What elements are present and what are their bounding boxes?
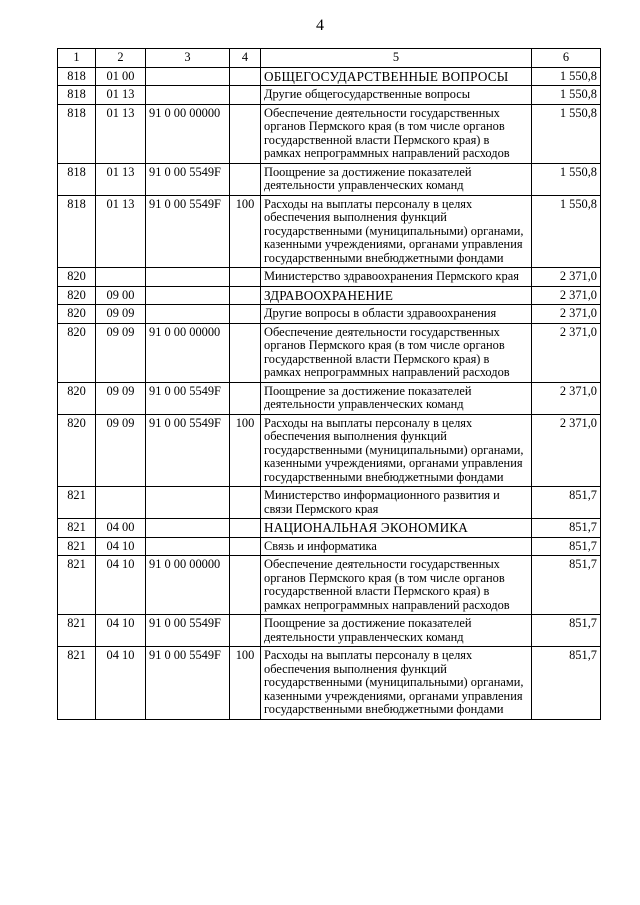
table-row	[58, 519, 601, 538]
cell-target-code: 91 0 00 00000	[146, 104, 230, 163]
cell-section-code: 09 09	[96, 382, 146, 414]
cell-expense-type	[230, 163, 261, 195]
cell-amount: 851,7	[532, 615, 601, 647]
cell-description: Министерство информационного развития и связи Пермского края	[261, 487, 532, 519]
cell-admin-code: 821	[58, 537, 96, 556]
header-col-2: 2	[96, 49, 146, 68]
cell-section-code: 01 13	[96, 163, 146, 195]
cell-admin-code: 818	[58, 195, 96, 268]
cell-admin-code: 820	[58, 323, 96, 382]
cell-description: Обеспечение деятельности государственных органов Пермского края (в том числе органов государственной власти Пермского края) в рамках непрограммных направлений расходов	[261, 104, 532, 163]
cell-target-code	[146, 268, 230, 287]
cell-description: Обеспечение деятельности государственных органов Пермского края (в том числе органов государственной власти Пермского края) в рамках непрограммных направлений расходов	[261, 556, 532, 615]
cell-expense-type	[230, 104, 261, 163]
cell-section-code: 09 09	[96, 414, 146, 487]
cell-expense-type: 100	[230, 414, 261, 487]
cell-section-code: 01 13	[96, 195, 146, 268]
cell-admin-code: 821	[58, 487, 96, 519]
cell-section-code: 04 10	[96, 615, 146, 647]
table-row	[58, 537, 601, 556]
cell-expense-type: 100	[230, 647, 261, 720]
page-number: 4	[316, 17, 324, 34]
table-row	[58, 163, 601, 195]
cell-admin-code: 818	[58, 163, 96, 195]
cell-description: ЗДРАВООХРАНЕНИЕ	[261, 286, 532, 305]
cell-description: Поощрение за достижение показателей деятельности управленческих команд	[261, 163, 532, 195]
cell-amount: 1 550,8	[532, 163, 601, 195]
cell-admin-code: 821	[58, 647, 96, 720]
header-col-5: 5	[261, 49, 532, 68]
header-col-6: 6	[532, 49, 601, 68]
table-row	[58, 86, 601, 105]
cell-description: ОБЩЕГОСУДАРСТВЕННЫЕ ВОПРОСЫ	[261, 67, 532, 86]
table-row	[58, 647, 601, 720]
table-row	[58, 323, 601, 382]
cell-amount: 2 371,0	[532, 382, 601, 414]
cell-amount: 851,7	[532, 519, 601, 538]
cell-amount: 1 550,8	[532, 67, 601, 86]
cell-target-code: 91 0 00 5549F	[146, 647, 230, 720]
cell-expense-type	[230, 67, 261, 86]
cell-target-code: 91 0 00 5549F	[146, 414, 230, 487]
cell-expense-type	[230, 382, 261, 414]
cell-target-code: 91 0 00 00000	[146, 323, 230, 382]
cell-section-code: 04 00	[96, 519, 146, 538]
cell-target-code	[146, 305, 230, 324]
cell-section-code: 01 13	[96, 86, 146, 105]
header-col-1: 1	[58, 49, 96, 68]
cell-description: Поощрение за достижение показателей деятельности управленческих команд	[261, 615, 532, 647]
budget-table	[57, 48, 601, 720]
cell-section-code: 09 09	[96, 323, 146, 382]
table-row	[58, 615, 601, 647]
cell-section-code: 04 10	[96, 537, 146, 556]
cell-admin-code: 818	[58, 86, 96, 105]
cell-target-code: 91 0 00 5549F	[146, 382, 230, 414]
cell-target-code	[146, 67, 230, 86]
cell-expense-type	[230, 487, 261, 519]
cell-amount: 2 371,0	[532, 286, 601, 305]
cell-admin-code: 820	[58, 305, 96, 324]
cell-expense-type	[230, 556, 261, 615]
header-col-4: 4	[230, 49, 261, 68]
table-row	[58, 268, 601, 287]
table-row	[58, 487, 601, 519]
cell-expense-type: 100	[230, 195, 261, 268]
cell-target-code	[146, 86, 230, 105]
cell-amount: 1 550,8	[532, 86, 601, 105]
cell-expense-type	[230, 86, 261, 105]
cell-target-code	[146, 487, 230, 519]
cell-section-code: 01 13	[96, 104, 146, 163]
cell-admin-code: 820	[58, 268, 96, 287]
cell-admin-code: 820	[58, 286, 96, 305]
cell-expense-type	[230, 323, 261, 382]
cell-description: Другие общегосударственные вопросы	[261, 86, 532, 105]
cell-amount: 851,7	[532, 537, 601, 556]
cell-description: Другие вопросы в области здравоохранения	[261, 305, 532, 324]
cell-description: Министерство здравоохранения Пермского края	[261, 268, 532, 287]
cell-target-code	[146, 537, 230, 556]
cell-section-code: 09 09	[96, 305, 146, 324]
cell-admin-code: 821	[58, 615, 96, 647]
cell-description: Расходы на выплаты персоналу в целях обеспечения выполнения функций государственными (муниципальными) органами, казенными учреждениями, органами управления государственными внебюджетными фондами	[261, 195, 532, 268]
table-row	[58, 556, 601, 615]
cell-target-code	[146, 286, 230, 305]
cell-description: Расходы на выплаты персоналу в целях обеспечения выполнения функций государственными (муниципальными) органами, казенными учреждениями, органами управления государственными внебюджетными фондами	[261, 647, 532, 720]
header-row	[58, 49, 601, 68]
cell-expense-type	[230, 519, 261, 538]
cell-expense-type	[230, 615, 261, 647]
cell-admin-code: 818	[58, 104, 96, 163]
cell-expense-type	[230, 268, 261, 287]
cell-section-code: 01 00	[96, 67, 146, 86]
cell-amount: 2 371,0	[532, 323, 601, 382]
cell-target-code	[146, 519, 230, 538]
cell-section-code	[96, 268, 146, 287]
cell-amount: 1 550,8	[532, 104, 601, 163]
cell-amount: 2 371,0	[532, 268, 601, 287]
cell-target-code: 91 0 00 5549F	[146, 195, 230, 268]
cell-description: НАЦИОНАЛЬНАЯ ЭКОНОМИКА	[261, 519, 532, 538]
table-row	[58, 195, 601, 268]
cell-target-code: 91 0 00 5549F	[146, 615, 230, 647]
cell-description: Связь и информатика	[261, 537, 532, 556]
cell-target-code: 91 0 00 00000	[146, 556, 230, 615]
cell-section-code: 09 00	[96, 286, 146, 305]
cell-amount: 851,7	[532, 487, 601, 519]
cell-expense-type	[230, 537, 261, 556]
cell-section-code	[96, 487, 146, 519]
cell-admin-code: 820	[58, 414, 96, 487]
cell-description: Расходы на выплаты персоналу в целях обеспечения выполнения функций государственными (муниципальными) органами, казенными учреждениями, органами управления государственными внебюджетными фондами	[261, 414, 532, 487]
cell-admin-code: 820	[58, 382, 96, 414]
cell-expense-type	[230, 286, 261, 305]
cell-admin-code: 818	[58, 67, 96, 86]
table-row	[58, 382, 601, 414]
cell-expense-type	[230, 305, 261, 324]
cell-amount: 2 371,0	[532, 414, 601, 487]
cell-amount: 851,7	[532, 647, 601, 720]
cell-target-code: 91 0 00 5549F	[146, 163, 230, 195]
cell-amount: 2 371,0	[532, 305, 601, 324]
table-body	[58, 49, 601, 720]
table-row	[58, 104, 601, 163]
cell-section-code: 04 10	[96, 647, 146, 720]
table-row	[58, 67, 601, 86]
cell-description: Поощрение за достижение показателей деятельности управленческих команд	[261, 382, 532, 414]
table-row	[58, 286, 601, 305]
header-col-3: 3	[146, 49, 230, 68]
cell-admin-code: 821	[58, 519, 96, 538]
table-row	[58, 414, 601, 487]
table-row	[58, 305, 601, 324]
cell-amount: 851,7	[532, 556, 601, 615]
cell-admin-code: 821	[58, 556, 96, 615]
cell-description: Обеспечение деятельности государственных органов Пермского края (в том числе органов государственной власти Пермского края) в рамках непрограммных направлений расходов	[261, 323, 532, 382]
cell-section-code: 04 10	[96, 556, 146, 615]
cell-amount: 1 550,8	[532, 195, 601, 268]
